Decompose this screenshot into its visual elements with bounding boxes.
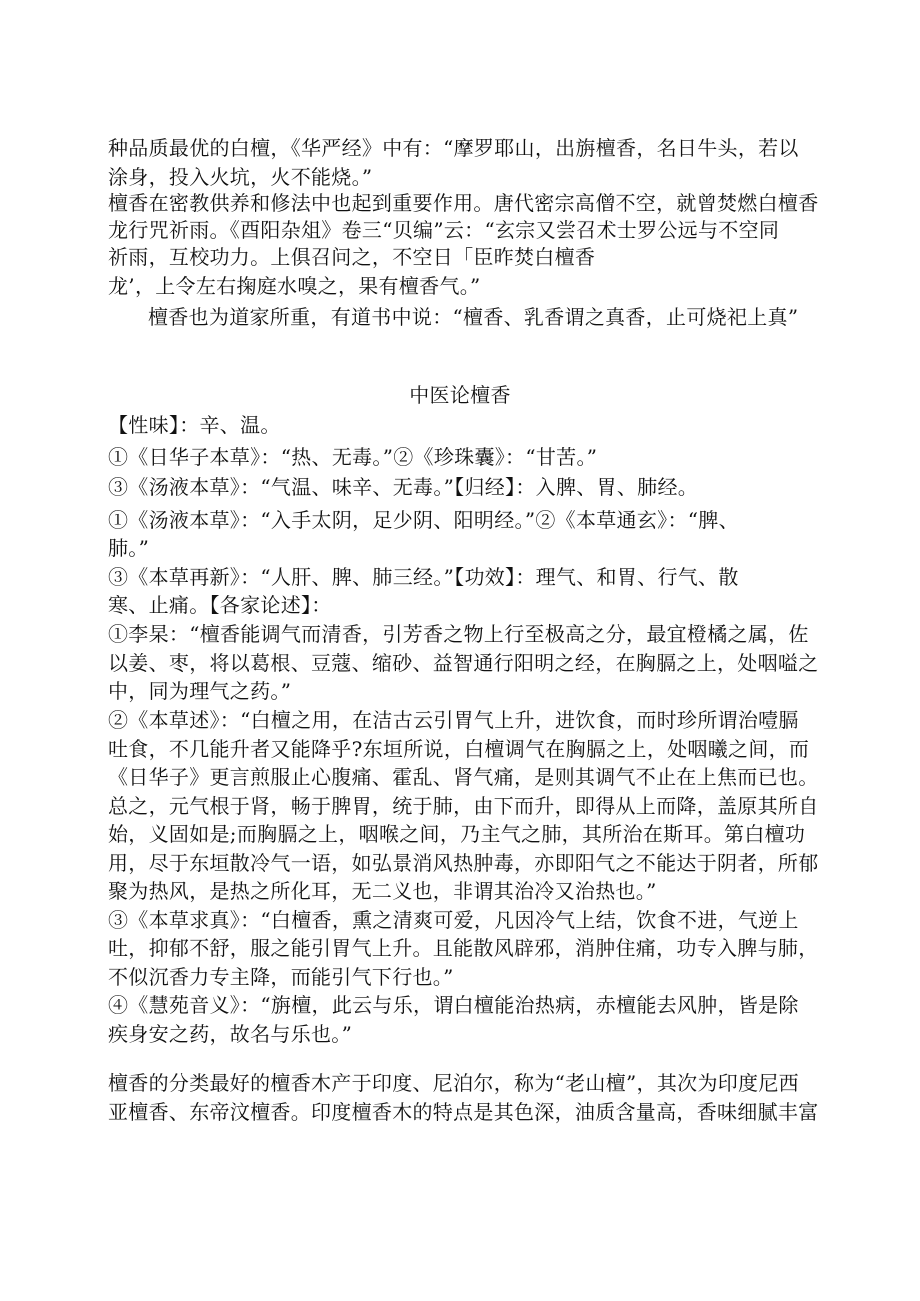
tcm-line-17: 聚为热风，是热之所化耳，无二义也，非谓其治冷又治热也。” — [108, 879, 657, 903]
tcm-line-8: ①李杲：“檀香能调气而清香，引芳香之物上行至极高之分，最宜橙橘之属，佐 — [108, 622, 809, 646]
section-title: 中医论檀香 — [409, 383, 511, 407]
intro-line-2: 涂身，投入火坑，火不能烧。” — [108, 165, 373, 189]
intro-line-4: 龙行咒祈雨。《酉阳杂俎》卷三“贝编”云：“玄宗又尝召术士罗公远与不空同 — [108, 218, 780, 242]
tcm-line-5: 肺。” — [108, 536, 150, 560]
intro-line-7: 檀香也为道家所重，有道书中说：“檀香、乳香谓之真香，止可烧祀上真” — [148, 305, 799, 329]
intro-line-5: 祈雨，互校功力。上俱召问之，不空日「臣昨焚白檀香 — [108, 245, 596, 269]
intro-line-6: 龙’，上令左右掬庭水嗅之，果有檀香气。” — [108, 274, 481, 298]
tcm-line-18: ③《本草求真》：“白檀香，熏之清爽可爱，凡因冷气上结，饮食不进，气逆上 — [108, 908, 799, 932]
tcm-line-12: 吐食，不几能升者又能降乎?东垣所说，白檀调气在胸膈之上，处咽曦之间，而 — [108, 737, 810, 761]
tcm-line-4: ①《汤液本草》：“入手太阴，足少阴、阳明经。”②《本草通玄》：“脾、 — [108, 508, 739, 532]
tcm-line-3: ③《汤液本草》：“气温、味辛、无毒。”【归经】：入脾、胃、肺经。 — [108, 475, 699, 499]
tcm-line-9: 以姜、枣，将以葛根、豆蔻、缩砂、益智通行阳明之经，在胸膈之上，处咽嗌之 — [108, 651, 819, 675]
classification-line-2: 亚檀香、东帝汶檀香。印度檀香木的特点是其色深，油质含量高，香味细腻丰富 — [108, 1100, 819, 1124]
tcm-line-10: 中，同为理气之药。” — [108, 679, 292, 703]
tcm-line-7: 寒、止痛。【各家论述】： — [108, 593, 332, 617]
intro-line-3: 檀香在密教供养和修法中也起到重要作用。唐代密宗高僧不空，就曾焚燃白檀香 — [108, 191, 819, 215]
tcm-line-21: ④《慧苑音义》：“旃檀，此云与乐，谓白檀能治热病，赤檀能去风肿，皆是除 — [108, 993, 799, 1017]
intro-line-1: 种品质最优的白檀，《华严经》中有：“摩罗耶山，出旃檀香，名日牛头，若以 — [108, 136, 799, 160]
tcm-line-19: 吐，抑郁不舒，服之能引胃气上升。且能散风辟邪，消肿住痛，功专入脾与肺， — [108, 936, 819, 960]
tcm-line-14: 总之，元气根于肾，畅于脾胃，统于肺，由下而升，即得从上而降，盖原其所自 — [108, 794, 819, 818]
tcm-line-11: ②《本草述》：“白檀之用，在洁古云引胃气上升，进饮食，而时珍所谓治噎膈 — [108, 708, 799, 732]
tcm-line-6: ③《本草再新》：“人肝、脾、肺三经。”【功效】：理气、和胃、行气、散 — [108, 565, 739, 589]
classification-line-1: 檀香的分类最好的檀香木产于印度、尼泊尔，称为“老山檀”，其次为印度尼西 — [108, 1071, 799, 1095]
tcm-line-22: 疾身安之药，故名与乐也。” — [108, 1022, 353, 1046]
tcm-line-1: 【性味】：辛、温。 — [108, 413, 281, 437]
tcm-line-20: 不似沉香力专主降，而能引气下行也。” — [108, 965, 454, 989]
tcm-line-16: 用，尽于东垣散冷气一语，如弘景消风热肿毒，亦即阳气之不能达于阴者，所郁 — [108, 851, 819, 875]
tcm-line-15: 始，义固如是;而胸膈之上，咽喉之间，乃主气之肺，其所治在斯耳。第白檀功 — [108, 822, 806, 846]
tcm-line-2: ①《日华子本草》：“热、无毒。”②《珍珠囊》：“甘苦。” — [108, 445, 598, 469]
tcm-line-13: 《日华子》更言煎服止心腹痛、霍乱、肾气痛，是则其调气不止在上焦而已也。 — [108, 765, 819, 789]
